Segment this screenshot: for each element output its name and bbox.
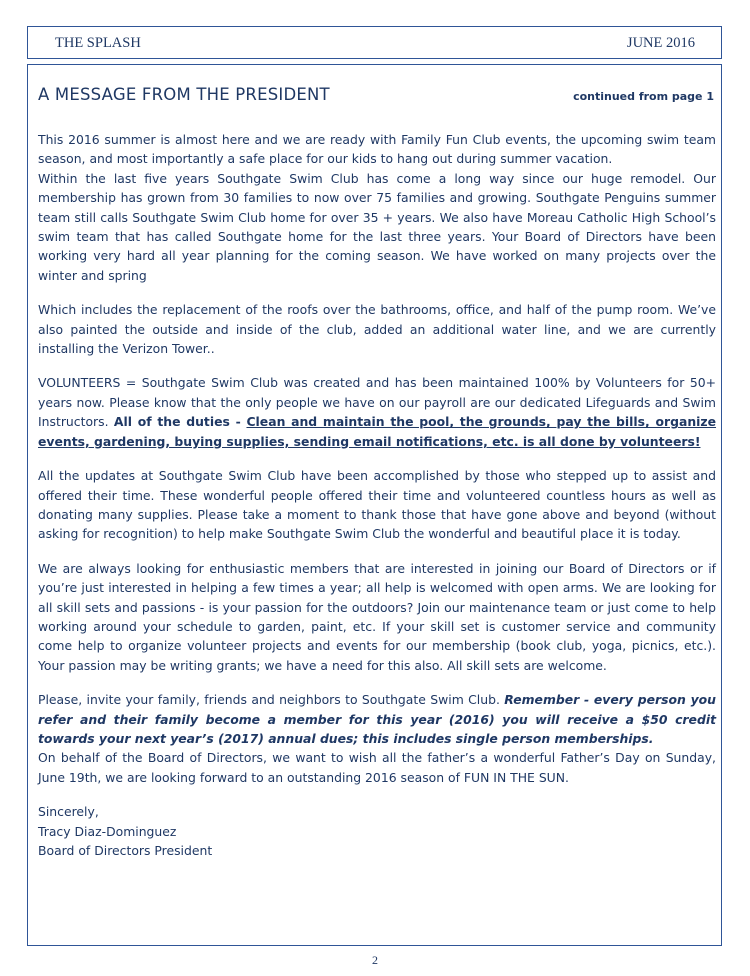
paragraph-updates: All the updates at Southgate Swim Club have been accomplished by those who stepped up to assist and offered their time. These wonderful people offered their time and volunteered countless hours as well as donating many supplies. Please take a moment to thank those that have gone above and beyond (without asking for recognition) to help make Southgate Swim Club the wonderful and beautiful place it is today. <box>38 468 716 542</box>
article-title: A MESSAGE FROM THE PRESIDENT <box>38 85 330 104</box>
signer-title: Board of Directors President <box>38 843 213 858</box>
signer-name: Tracy Diaz-Dominguez <box>38 823 177 839</box>
newsletter-header <box>27 26 722 59</box>
paragraph-intro: This 2016 summer is almost here and we are ready with Family Fun Club events, the upcoming swim team season, and most importantly a safe place for our kids to hang out during summer vacation. <box>38 132 716 167</box>
paragraph-history: Within the last five years Southgate Swim Club has come a long way since our huge remodel. Our membership has grown from 30 families to now over 75 families and growing. Southgate Penguins summer team still calls Southgate Swim Club home for over 35 + years. We also have Moreau Catholic High School’s swim team that has called Southgate home for the last three years. Your Board of Directors have been working very hard all year planning for the coming season. We have worked on many projects over the winter and spring <box>38 170 716 283</box>
paragraph-referral <box>38 690 716 748</box>
page-number: 2 <box>372 953 378 967</box>
article-box <box>27 64 722 946</box>
newsletter-name: THE SPLASH <box>55 35 141 51</box>
volunteers-text: VOLUNTEERS = Southgate Swim Club was created and has been maintained 100% by Volunteers for 50+ years now. Please know that the only people we have on our payroll are our dedicated Lifeguards and Swim Instructors. <box>38 375 716 430</box>
paragraph-volunteers <box>38 373 716 451</box>
volunteers-duties-list: Clean and maintain the pool, the grounds, pay the bills, organize events, gardening, buying supplies, sending email notifications, etc. is all done by volunteers! <box>38 414 717 449</box>
volunteers-duties-label: All of the duties - <box>113 414 247 430</box>
paragraph-fathers-day: On behalf of the Board of Directors, we want to wish all the father’s a wonderful Father’s Day on Sunday, June 19th, we are looking forward to an outstanding 2016 season of FUN IN THE SUN. <box>38 750 716 785</box>
continued-note: continued from page 1 <box>573 90 714 103</box>
referral-text: Please, invite your family, friends and neighbors to Southgate Swim Club. <box>38 692 505 708</box>
closing: Sincerely, <box>38 804 99 820</box>
paragraph-projects: Which includes the replacement of the roofs over the bathrooms, office, and half of the pump room. We’ve also painted the outside and inside of the club, added an additional water line, and we are currently installing the Verizon Tower.. <box>38 302 716 357</box>
paragraph-board-invite: We are always looking for enthusiastic members that are interested in joining our Board of Directors or if you’re just interested in helping a few times a year; all help is welcomed with open arms. We are looking for all skill sets and passions - is your passion for the outdoors? Join our maintenance team or just come to help working around your schedule to garden, paint, etc. If your skill set is customer service and community come help to organize volunteer projects and events for our membership (book club, yoga, picnics, etc.). Your passion may be writing grants; we have a need for this also. All skill sets are welcome. <box>38 560 716 673</box>
referral-remember: Remember - every person you refer and their family become a member for this year (2016) you will receive a $50 credit towards your next year’s (2017) annual dues; this includes single person memberships. <box>38 692 716 746</box>
issue-date: JUNE 2016 <box>626 35 695 51</box>
article-body <box>38 130 716 860</box>
